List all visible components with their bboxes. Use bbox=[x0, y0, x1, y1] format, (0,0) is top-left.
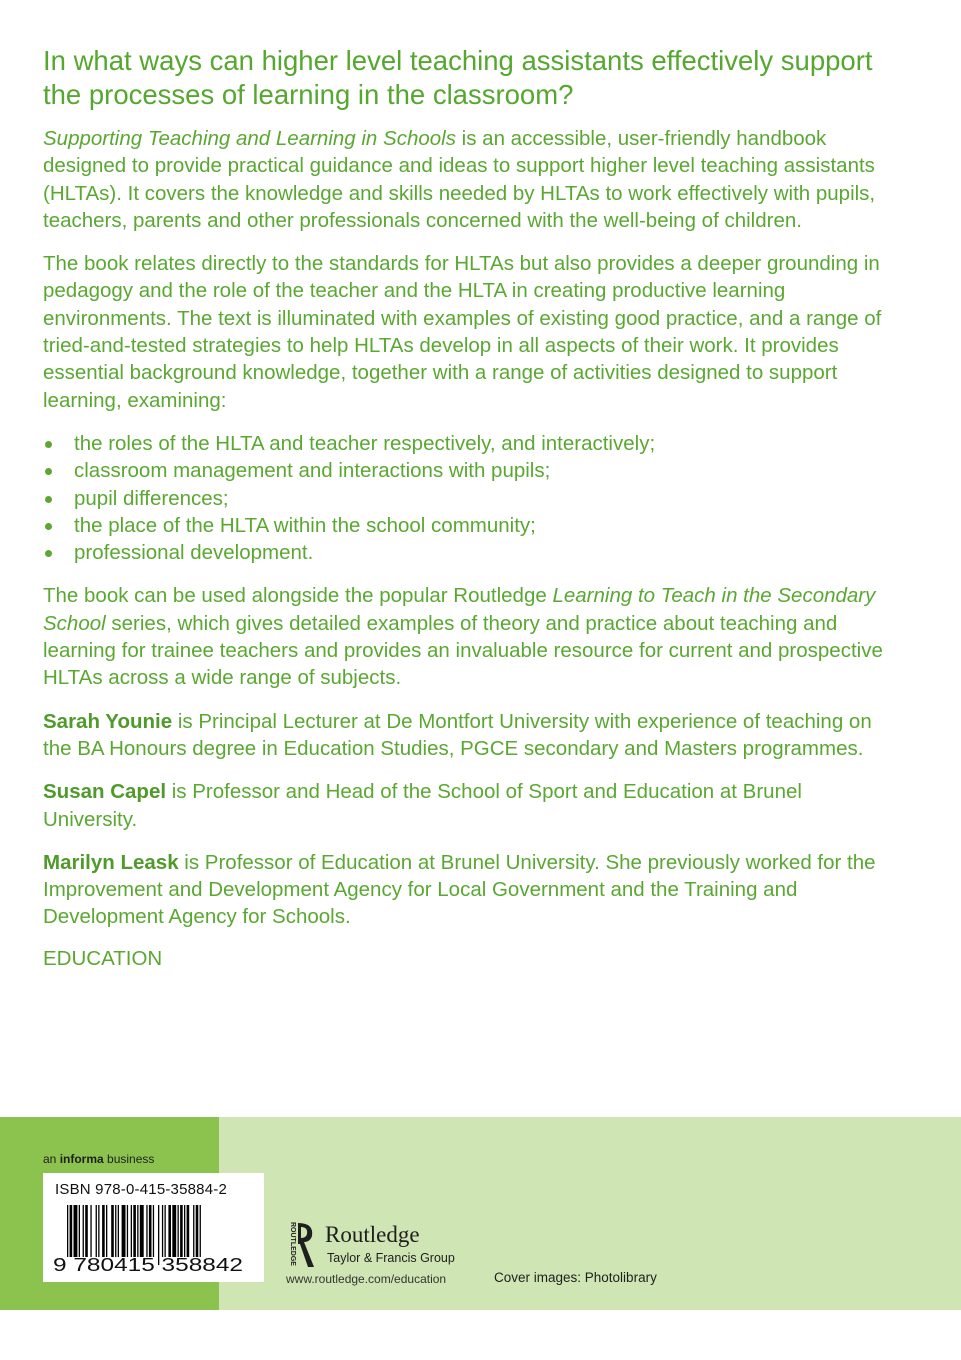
intro-paragraph bbox=[43, 125, 893, 234]
list-item bbox=[43, 512, 893, 539]
list-item bbox=[43, 539, 893, 566]
series-text-start: The book can be used alongside the popular Routledge bbox=[43, 584, 553, 608]
author-name: Sarah Younie bbox=[43, 709, 173, 733]
description-paragraph: The book relates directly to the standards for HLTAs but also provides a deeper grounding in pedagogy and the role of the teacher and the HLTA in creating productive learning environments. The text is illuminated with examples of existing good practice, and a range of tried-and-tested strategies to help HLTAs develop in all aspects of their work. It provides essential background knowledge, together with a range of activities designed to support learning, examining: bbox=[43, 252, 882, 412]
barcode bbox=[53, 1205, 257, 1273]
author-bio-text: is Professor of Education at Brunel University. She previously worked for the Improvement and Development Agency for Local Government and the Training and Development Agency for Schools. bbox=[43, 850, 876, 929]
informa-tagline bbox=[43, 1152, 154, 1166]
book-title: Supporting Teaching and Learning in Schools bbox=[43, 127, 456, 150]
list-item-text: the place of the HLTA within the school community; bbox=[74, 513, 536, 537]
publisher-name: Routledge bbox=[325, 1222, 420, 1247]
list-item-text: pupil differences; bbox=[74, 486, 229, 510]
logo-vertical-text: ROUTLEDGE bbox=[289, 1222, 296, 1266]
bullet-icon bbox=[45, 468, 52, 475]
barcode-digits: 9 780415 358842 bbox=[53, 1255, 243, 1273]
author-bio-text: is Principal Lecturer at De Montfort University with experience of teaching on the BA Honours degree in Education Studies, PGCE secondary and Masters programmes. bbox=[43, 709, 872, 760]
series-text-end: series, which gives detailed examples of theory and practice about teaching and learning for trainee teachers and provides an invaluable resource for current and prospective HLTAs across a wide range of subjects. bbox=[43, 611, 883, 690]
publisher-group: Taylor & Francis Group bbox=[327, 1251, 455, 1265]
cover-credit: Cover images: Photolibrary bbox=[494, 1270, 657, 1285]
barcode-block bbox=[43, 1173, 264, 1282]
author-bio bbox=[43, 708, 893, 763]
author-bio-text: is Professor and Head of the School of Sport and Education at Brunel University. bbox=[43, 780, 802, 831]
bullet-icon bbox=[45, 441, 52, 448]
headline: In what ways can higher level teaching assistants effectively support the processes of learning in the classroom? bbox=[43, 45, 873, 110]
informa-prefix: an bbox=[43, 1152, 60, 1166]
routledge-logo-icon bbox=[284, 1220, 320, 1270]
informa-suffix: business bbox=[103, 1152, 155, 1166]
author-bio bbox=[43, 778, 893, 833]
publisher-url: www.routledge.com/education bbox=[286, 1272, 447, 1286]
list-item bbox=[43, 430, 893, 457]
author-name: Marilyn Leask bbox=[43, 850, 179, 874]
bullet-icon bbox=[45, 523, 52, 530]
list-item-text: professional development. bbox=[74, 541, 314, 565]
list-item-text: the roles of the HLTA and teacher respectively, and interactively; bbox=[74, 431, 656, 455]
series-paragraph bbox=[43, 582, 893, 691]
author-bio bbox=[43, 849, 893, 931]
intro-text: is an accessible, user-friendly handbook designed to provide practical guidance and ideas to support higher level teaching assistants (HLTAs). It covers the knowledge and skills needed by HLTAs to work effectively with pupils, teachers, parents and other professionals concerned with the well-being of children. bbox=[43, 127, 876, 232]
isbn-label: ISBN 978-0-415-35884-2 bbox=[55, 1181, 228, 1198]
bullet-icon bbox=[45, 496, 52, 503]
list-item bbox=[43, 485, 893, 512]
author-name: Susan Capel bbox=[43, 780, 167, 804]
list-item-text: classroom management and interactions with pupils; bbox=[74, 459, 551, 483]
category-label: EDUCATION bbox=[43, 946, 163, 970]
list-item bbox=[43, 457, 893, 484]
informa-brand: informa bbox=[59, 1152, 104, 1166]
topics-list bbox=[43, 430, 893, 566]
back-cover-text bbox=[43, 44, 893, 971]
bullet-icon bbox=[45, 550, 52, 557]
series-title: Learning to Teach in the Secondary School bbox=[43, 584, 876, 635]
